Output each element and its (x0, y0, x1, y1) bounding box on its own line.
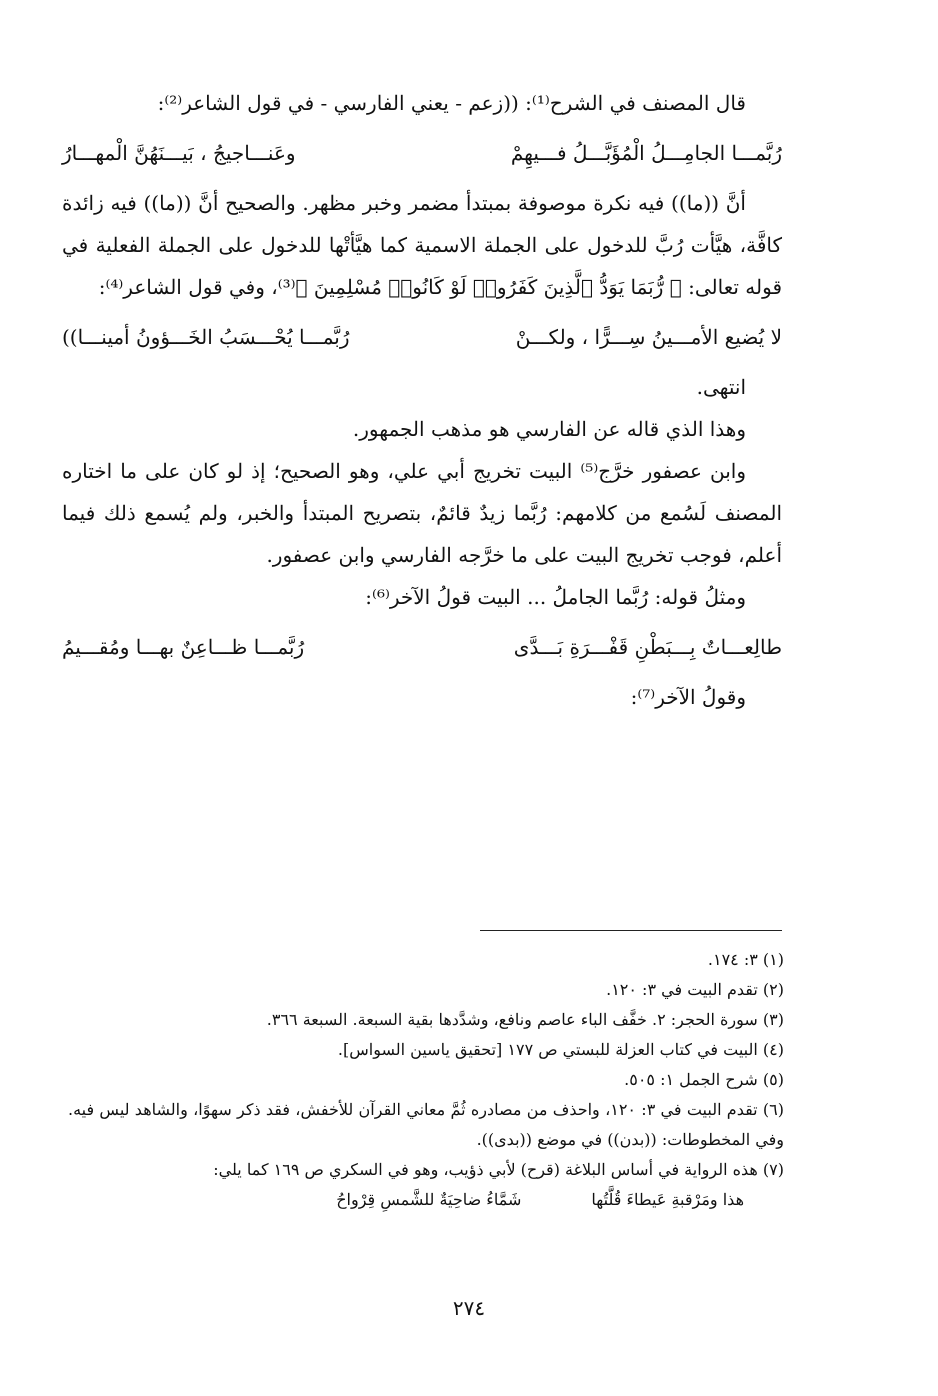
verse-1 (62, 130, 782, 176)
verse-1-second-hemistich: وعَنـــاجيجُ ، بَيـــنَهُنَّ الْمهـــارُ (62, 141, 296, 165)
footnote-verse (68, 1185, 784, 1215)
verse-2-first-hemistich: لا يُضيع الأمـــينُ سِـــرًّا ، ولكـــنْ (515, 325, 782, 349)
footnote-4: (٤) البيت في كتاب العزلة للبستي ص ١٧٧ [تحقيق ياسين السواس]. (337, 1040, 784, 1059)
paragraph-1: قال المصنف في الشرح⁽¹⁾: ((زعم - يعني الفارسي - في قول الشاعر⁽²⁾: (157, 91, 746, 115)
verse-2 (62, 314, 782, 360)
paragraph-4: وهذا الذي قاله عن الفارسي هو مذهب الجمهور. (352, 417, 746, 441)
footnote-6: (٦) تقدم البيت في ٣: ١٢٠، واحذف من مصادره ثُمَّ معاني القرآن للأخفش، فقد ذكر سهوًا، والشاهد ليس فيه. وفي المخطوطات: ((بدن)) في موضع ((بدى)). (68, 1100, 785, 1149)
verse-2-second-hemistich: رُبَّمـــا يُحْـــسَبُ الخَـــؤونُ أمينـــا)) (62, 325, 350, 349)
paragraph-6: ومثلُ قوله: رُبَّما الجاملُ ... البيت قولُ الآخر⁽⁶⁾: (365, 585, 746, 609)
footnote-verse-first-hemistich: هذا ومَرْقبةِ عَيطاءَ قُلَّتُها (591, 1190, 744, 1209)
verse-1-first-hemistich: رُبَّمـــا الجامِـــلُ الْمُؤَبَّـــلُ فـــيهِمْ (510, 141, 782, 165)
footnote-divider (480, 930, 782, 931)
footnote-verse-second-hemistich: شَمَّاءُ ضاحِيَةٌ للشَّمسِ قِرْواحُ (336, 1190, 522, 1209)
verse-3-second-hemistich: رُبَّمـــا ظـــاعِنٌ بهـــا ومُقـــيمُ (62, 635, 305, 659)
main-text (62, 82, 782, 718)
paragraph-2: أنَّ ((ما)) فيه نكرة موصوفة بمبتدأ مضمر وخبر مظهر. والصحيح أنَّ ((ما)) فيه زائدة كافَّة، هيَّأت رُبَّ للدخول على الجملة الاسمية كما هيَّأتْها للدخول على الجملة الفعلية في قوله تعالى: ﴿ رُّبَمَا يَوَدُّ ٱلَّذِينَ كَفَرُوا۟ لَوْ كَانُوا۟ مُسْلِمِينَ ﴾⁽³⁾، وفي قول الشاعر⁽⁴⁾: (62, 191, 782, 299)
footnote-5: (٥) شرح الجمل ١: ٥٠٥. (624, 1070, 784, 1089)
footnote-3: (٣) سورة الحجر: ٢. خفَّف الباء عاصم ونافع، وشدَّدها بقية السبعة. السبعة ٣٦٦. (266, 1010, 784, 1029)
verse-3 (62, 624, 782, 670)
paragraph-5: وابن عصفور خرَّج⁽⁵⁾ البيت تخريج أبي علي، وهو الصحيح؛ إذ لو كان على ما اختاره المصنف لَسُمع من كلامهم: رُبَّما زيدٌ قائمٌ، بتصريح المبتدأ والخبر، ولم يُسمع ذلك فيما أعلم، فوجب تخريج البيت على ما خرَّجه الفارسي وابن عصفور. (62, 459, 782, 567)
page-number: ٢٧٤ (452, 1296, 486, 1320)
footnotes (68, 945, 784, 1215)
paragraph-7: وقولُ الآخر⁽⁷⁾: (630, 685, 746, 709)
footnote-1: (١) ٣: ١٧٤. (707, 950, 784, 969)
footnote-2: (٢) تقدم البيت في ٣: ١٢٠. (606, 980, 784, 999)
footnote-7: (٧) هذه الرواية في أساس البلاغة (قرح) لأبي ذؤيب، وهو في السكري ص ١٦٩ كما يلي: (213, 1160, 784, 1179)
paragraph-3: انتهى. (696, 375, 746, 399)
verse-3-first-hemistich: طالِعـــاتٌ بِـــبَطْنِ قَفْـــرَةِ بَـــدَّى (513, 635, 782, 659)
